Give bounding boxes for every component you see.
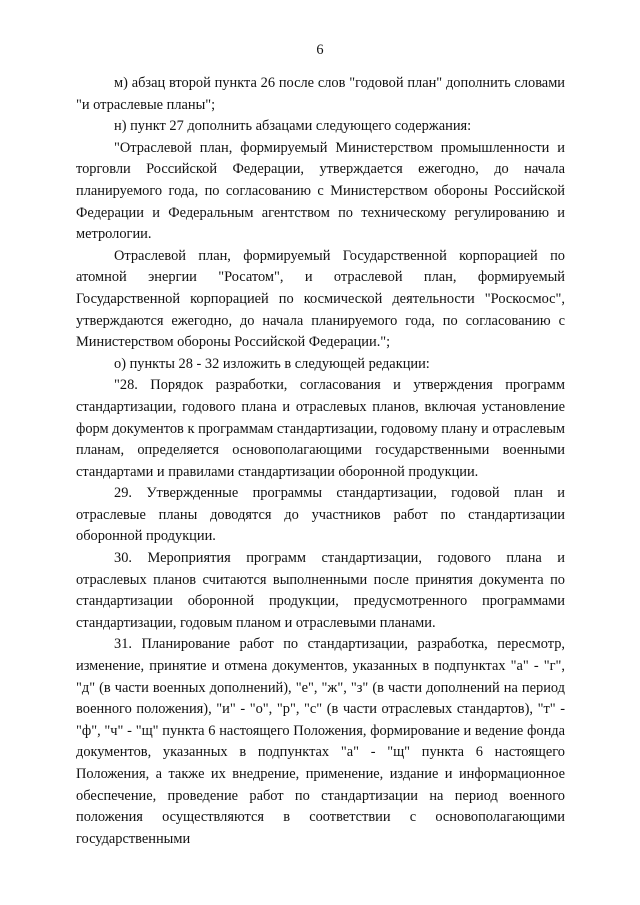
paragraph-amendment-m: м) абзац второй пункта 26 после слов "годовой план" дополнить словами "и отраслевые планы";: [76, 75, 565, 113]
paragraph-item-31: 31. Планирование работ по стандартизации, разработка, пересмотр, изменение, принятие и отмена документов, указанных в подпунктах "а" - "г", "д" (в части военных дополнений), "е", "ж", "з" (в части дополнений на период военного положения), "и" - "о", "р", "с" (в части отраслевых стандартов), "т" - "ф", "ч" - "щ" пункта 6 настоящего Положения, формирование и ведение фонда документов, указанных в подпунктах "а" - "щ" пункта 6 настоящего Положения, а также их внедрение, применение, издание и информационное обеспечение, проведение работ по стандартизации на период военного положения осуществляются в соответствии с основополагающими государственными: [76, 636, 565, 847]
page-number: 6: [316, 42, 324, 58]
paragraph-amendment-o: о) пункты 28 - 32 изложить в следующей редакции:: [114, 355, 430, 372]
paragraph-item-29: 29. Утвержденные программы стандартизации, годовой план и отраслевые планы доводятся до участников работ по стандартизации оборонной продукции.: [76, 485, 565, 545]
paragraph-industry-plan-rosatom-roscosmos: Отраслевой план, формируемый Государственной корпорацией по атомной энергии "Росатом", и отраслевой план, формируемый Государственной корпорацией по космической деятельности "Роскосмос", утверждаются ежегодно, до начала планируемого года, по согласованию с Министерством обороны Российской Федерации.";: [76, 247, 565, 351]
document-body: [76, 73, 565, 850]
paragraph-industry-plan-minpromtorg: "Отраслевой план, формируемый Министерством промышленности и торговли Российской Федерации, утверждается ежегодно, до начала планируемого года, по согласованию с Министерством обороны Российской Федерации и Федеральным агентством по техническому регулированию и метрологии.: [76, 139, 565, 243]
paragraph-amendment-n: н) пункт 27 дополнить абзацами следующего содержания:: [114, 118, 472, 135]
paragraph-item-30: 30. Мероприятия программ стандартизации, годового плана и отраслевых планов считаются выполненными после принятия документа по стандартизации оборонной продукции, предусмотренного программами стандартизации, годовым планом и отраслевыми планами.: [76, 550, 565, 631]
paragraph-item-28: "28. Порядок разработки, согласования и утверждения программ стандартизации, годового плана и отраслевых планов, включая установление форм документов к программам стандартизации, годовому плану и отраслевым планам, определяется основополагающими государственными военными стандартами и правилами стандартизации оборонной продукции.: [76, 377, 565, 480]
